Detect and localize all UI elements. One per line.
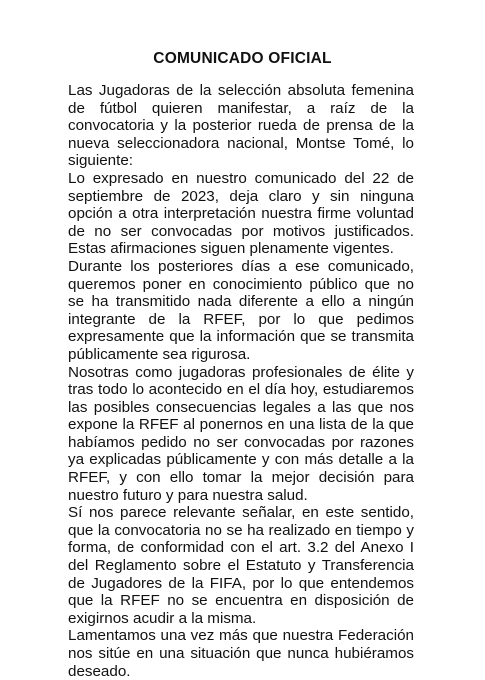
document-title: COMUNICADO OFICIAL <box>153 50 332 67</box>
paragraph-rfef-communication: Durante los posteriores días a ese comunicado, queremos poner en conocimiento público que no se ha transmitido nada diferente a ello a ningún integrante de la RFEF, por lo que pedimos expresamente que la información que se transmita públicamente sea rigurosa. <box>68 257 414 363</box>
paragraph-fifa-regulation: Sí nos parece relevante señalar, en este sentido, que la convocatoria no se ha realizado en tiempo y forma, de conformidad con el art. 3.2 del Anexo I del Reglamento sobre el Estatuto y Transferencia de Jugadores de la FIFA, por lo que entendemos que la RFEF no se encuentra en disposición de exigirnos acudir a la misma. <box>68 504 414 627</box>
paragraph-intro: Las Jugadoras de la selección absoluta femenina de fútbol quieren manifestar, a raíz de la convocatoria y la posterior rueda de prensa de la nueva seleccionadora nacional, Montse Tomé, lo siguiente: <box>68 82 414 170</box>
paragraph-statement: Lo expresado en nuestro comunicado del 22 de septiembre de 2023, deja claro y sin ninguna opción a otra interpretación nuestra firme voluntad de no ser convocadas por motivos justificados. Estas afirmaciones siguen plenamente vigentes. <box>68 169 414 258</box>
document-body <box>68 82 414 680</box>
paragraph-closing: Lamentamos una vez más que nuestra Federación nos sitúe en una situación que nunca hubiéramos deseado. <box>68 627 414 680</box>
paragraph-legal-consequences: Nosotras como jugadoras profesionales de élite y tras todo lo acontecido en el día hoy, estudiaremos las posibles consecuencias legales a las que nos expone la RFEF al ponernos en una lista de la que habíamos pedido no ser convocadas por razones ya explicadas públicamente y con más detalle a la RFEF, y con ello tomar la mejor decisión para nuestro futuro y para nuestra salud. <box>68 363 414 504</box>
